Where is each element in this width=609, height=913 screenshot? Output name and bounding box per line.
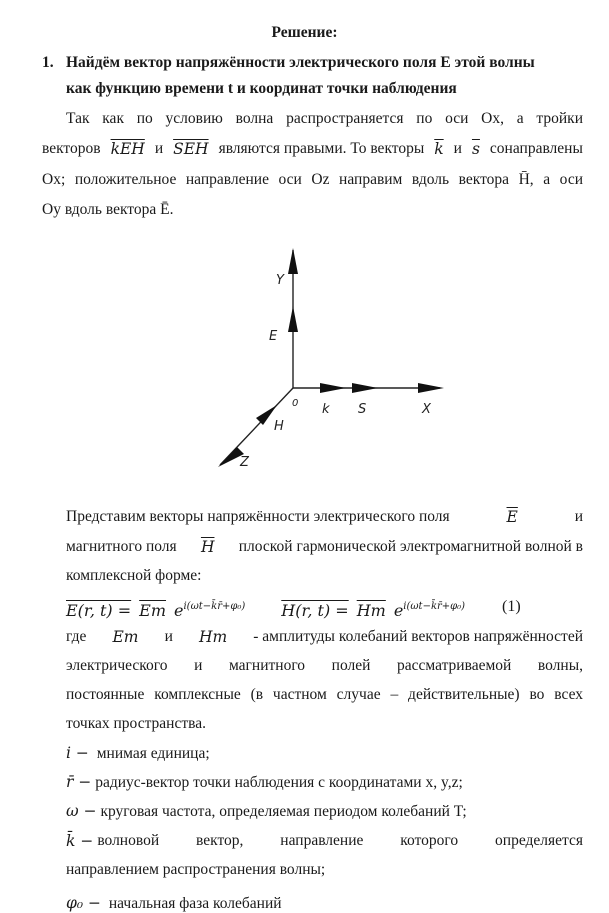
- para1-line1: Так как по условию волна распространяется по оси Ох, а тройки: [66, 110, 583, 127]
- y-axis-arrow: [288, 248, 298, 274]
- formula-power2: i(ωt−k̄r̄+φ₀): [403, 601, 466, 612]
- para1-line3: Ох; положительное направление оси Oz направим вдоль вектора H̄, а оси: [42, 171, 583, 188]
- label-z: Z: [240, 455, 249, 470]
- para1-word: векторов: [42, 140, 101, 157]
- def-k-line2: направлением распространения волны;: [66, 861, 326, 878]
- def-k-text: волновой вектор, направление которого определяется: [97, 832, 583, 849]
- step-number: 1.: [42, 54, 54, 71]
- formula-power: i(ωt−k̄r̄+φ₀): [183, 601, 246, 612]
- def-omega: [66, 802, 467, 821]
- vector-H: $\overline{H}$: [200, 538, 215, 556]
- def-i-symbol: i −: [66, 744, 89, 762]
- label-origin: 0: [292, 398, 299, 409]
- def-k: [66, 832, 583, 850]
- para2-line3: комплексной форме:: [66, 567, 202, 584]
- para3-text: - амплитуды колебаний векторов напряжённостей: [253, 628, 583, 645]
- para1-word: и: [453, 140, 462, 157]
- formula-hm: $\overline{Hm}$: [356, 601, 386, 620]
- para2-line1: [66, 508, 583, 526]
- para1-word: сонаправлены: [489, 140, 583, 157]
- para3-line3: постоянные комплексные (в частном случае – действительные) во всех: [66, 686, 583, 703]
- para3-line1: [66, 628, 583, 646]
- def-k-symbol: k̄ −: [66, 832, 94, 850]
- para2-text: плоской гармонической электромагнитной волной в: [238, 538, 583, 555]
- label-e: E: [269, 329, 278, 344]
- para1-word: являются правыми. То векторы: [218, 140, 425, 157]
- label-s: S: [358, 402, 367, 417]
- para1-line2: [42, 140, 583, 158]
- step-title-text-1: Найдём вектор напряжённости электрического поля E этой волны: [66, 54, 535, 71]
- formula-right: H(r, t) =: [281, 601, 349, 620]
- formula-left: E(r, t) =: [66, 601, 132, 620]
- step-title-line1: [66, 54, 583, 72]
- label-x: X: [422, 402, 431, 417]
- vector-k: $\overline{k}$: [434, 140, 444, 158]
- axes-diagram: [200, 240, 460, 480]
- formula-exp-e2: e: [393, 601, 404, 620]
- solution-heading: Решение:: [271, 24, 338, 41]
- amp-hm: Hm: [198, 628, 228, 646]
- def-omega-symbol: ω −: [66, 802, 97, 820]
- def-phi-symbol: φ₀ −: [66, 894, 101, 912]
- para2-text: Представим векторы напряжённости электрического поля: [66, 508, 450, 525]
- amp-em: Em: [112, 628, 139, 646]
- def-omega-text: круговая частота, определяемая периодом колебаний T;: [100, 803, 467, 820]
- para2-line2: [66, 538, 583, 556]
- para3-line2: электрического и магнитного полей рассматриваемой волны,: [66, 657, 583, 674]
- step-title-line2: как функцию времени t и координат точки наблюдения: [66, 80, 457, 97]
- para1-word: и: [154, 140, 164, 157]
- def-phi-text: начальная фаза колебаний: [108, 895, 282, 912]
- k-vector-arrow: [320, 383, 346, 393]
- para1-line4: Оу вдоль вектора Ē.: [42, 201, 174, 218]
- formula-em: $\overline{Em}$: [139, 601, 167, 620]
- formula-number: (1): [502, 598, 521, 615]
- vector-s: $\overline{s}$: [471, 140, 480, 158]
- cut-off-line: [0, 892, 609, 912]
- para3-word: где: [66, 628, 87, 645]
- def-r-text: радиус-вектор точки наблюдения с координатами x, y,z;: [95, 774, 463, 791]
- label-k: k: [322, 402, 330, 417]
- formula-1: [66, 598, 583, 621]
- vector-triple-kEH: $\overline{kEH}$: [110, 140, 145, 158]
- para2-text: магнитного поля: [66, 538, 177, 555]
- s-vector-arrow: [352, 383, 378, 393]
- para3-word: и: [164, 628, 173, 645]
- label-h: H: [274, 419, 284, 434]
- para2-word: и: [574, 508, 583, 525]
- vector-triple-SEH: $\overline{SEH}$: [173, 140, 209, 158]
- def-r: [66, 773, 463, 792]
- def-r-symbol: r̄ −: [66, 773, 92, 791]
- para3-line4: точках пространства.: [66, 715, 206, 732]
- x-axis-arrow: [418, 383, 444, 393]
- label-y: Y: [276, 273, 284, 288]
- def-i: [66, 744, 210, 763]
- def-i-text: мнимая единица;: [96, 745, 210, 762]
- vector-E: $\overline{E}$: [506, 508, 518, 526]
- e-vector-arrow: [288, 306, 298, 332]
- formula-exp-e: e: [174, 601, 184, 620]
- def-phi: [66, 894, 282, 913]
